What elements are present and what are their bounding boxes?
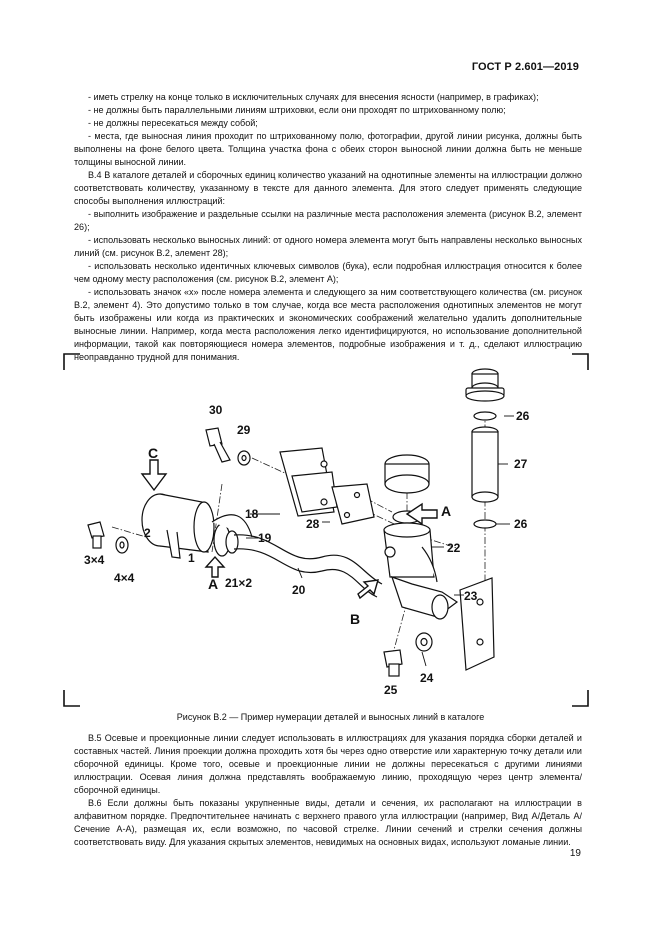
frame-corners	[64, 354, 588, 706]
label-26-top: 26	[516, 409, 530, 423]
label-2: 2	[144, 526, 151, 540]
label-29: 29	[237, 423, 251, 437]
label-27: 27	[514, 457, 528, 471]
arrow-a2	[206, 557, 224, 577]
figure-assembly-drawing	[62, 352, 590, 708]
label-20: 20	[292, 583, 306, 597]
hose-20	[234, 535, 382, 597]
page-number: 19	[569, 848, 581, 859]
label-30: 30	[209, 403, 223, 417]
paragraph: В.5 Осевые и проекционные линии следует использовать в иллюстрациях для указания порядка сборки деталей и составных частей. Линия проекции должна проходить хотя бы через одно отверстие или характерную точку детали или сборочной единицы. Кроме того, осевые и проекционные линии не должны пересекаться с другими линиями иллюстрации. Осевая линия должна представлять воображаемую линию, проходящую через центр элемента/сборочной единицы.	[74, 733, 582, 795]
figure-labels	[84, 403, 530, 697]
paragraph: - не должны пересекаться между собой;	[88, 118, 258, 128]
washer-24	[416, 633, 432, 651]
paragraph: - использовать значок «х» после номера элемента и следующего за ним соответствующего количества (см. рисунок В.2, элемент 4). Это допустимо только в том случае, когда все места расположения однотипных элементов не могут быть изображены или когда из практических и экономических соображений желательно удалить дополнительные выносные линии. Например, когда места расположения легко идентифицируются, но использование дополнительной информации, такой как повторяющиеся номера элементов, подробные изображения и т. д., сделают иллюстрацию неоправданно трудной для понимания.	[74, 287, 582, 362]
label-view-c: С	[148, 445, 159, 461]
bolt-3	[88, 522, 104, 548]
label-1: 1	[188, 551, 195, 565]
label-18: 18	[245, 507, 259, 521]
text-block-bottom	[74, 732, 582, 849]
figure-caption: Рисунок В.2 — Пример нумерации деталей и выносных линий в каталоге	[176, 712, 485, 722]
label-3x4: 3×4	[84, 553, 105, 567]
bolt-25	[384, 650, 402, 676]
paragraph: - иметь стрелку на конце только в исключительных случаях для внесения ясности (например, в графиках);	[88, 92, 539, 102]
label-21x2: 21×2	[225, 576, 253, 590]
paragraph: - выполнить изображение и раздельные ссылки на различные места расположения элемента (рисунок В.2, элемент 26);	[74, 209, 582, 232]
washer-4	[116, 537, 128, 553]
paragraph: - места, где выносная линия проходит по штрихованному полю, фотографии, другой линии рисунка, должны быть выполнены на фоне белого цвета. Толщина участка фона с обеих сторон выносной линии должна быть не меньше толщины выносной линии.	[74, 131, 582, 167]
paragraph: - не должны быть параллельными линиям штриховки, если они проходят по штрихованному полю;	[88, 105, 506, 115]
label-19: 19	[258, 531, 272, 545]
paragraph: В.6 Если должны быть показаны укрупненные виды, детали и сечения, их располагают на иллюстрации в алфавитном порядке. Предпочтительнее начинать с верхнего правого угла иллюстрации (например, Вид А/Деталь А/Сечение А-А), размещая их, если возможно, по часовой стрелке. Линии сечений и стрелки сечения должны соответствовать виду. Для указания скрытых элементов, невидимых на основных видах, используют ломаные линии.	[74, 798, 582, 847]
arrow-c	[142, 460, 166, 490]
mounting-bracket	[280, 448, 374, 524]
label-22: 22	[447, 541, 461, 555]
paragraph: - использовать несколько идентичных ключевых символов (бука), если подробная иллюстрация относится к более чем одному месту расположения (см. рисунок В.2, элемент А);	[74, 261, 582, 284]
label-view-a2: А	[208, 576, 219, 592]
label-25: 25	[384, 683, 398, 697]
paragraph: В.4 В каталоге деталей и сборочных единиц количество указаний на однотипные элементы на иллюстрации должно соответствовать количеству, указанному в тексте для данного элемента. Для этого следует применять следующие способы выполнения иллюстраций:	[74, 170, 582, 206]
elbow-pipe-23	[392, 577, 494, 670]
label-24: 24	[420, 671, 434, 685]
label-4x4: 4×4	[114, 571, 135, 585]
bolt-30	[206, 428, 230, 462]
document-header: ГОСТ Р 2.601—2019	[471, 61, 579, 73]
label-view-a1: А	[441, 503, 452, 519]
label-28: 28	[306, 517, 320, 531]
label-23: 23	[464, 589, 478, 603]
arrow-b	[358, 580, 378, 598]
label-view-b: В	[350, 611, 361, 627]
text-block-top	[74, 91, 582, 364]
washer-29	[238, 451, 250, 465]
paragraph: - использовать несколько выносных линий: от одного номера элемента могут быть направлены несколько выносных линий (см. рисунок В.2, элемент 28);	[74, 235, 582, 258]
label-26-bottom: 26	[514, 517, 528, 531]
